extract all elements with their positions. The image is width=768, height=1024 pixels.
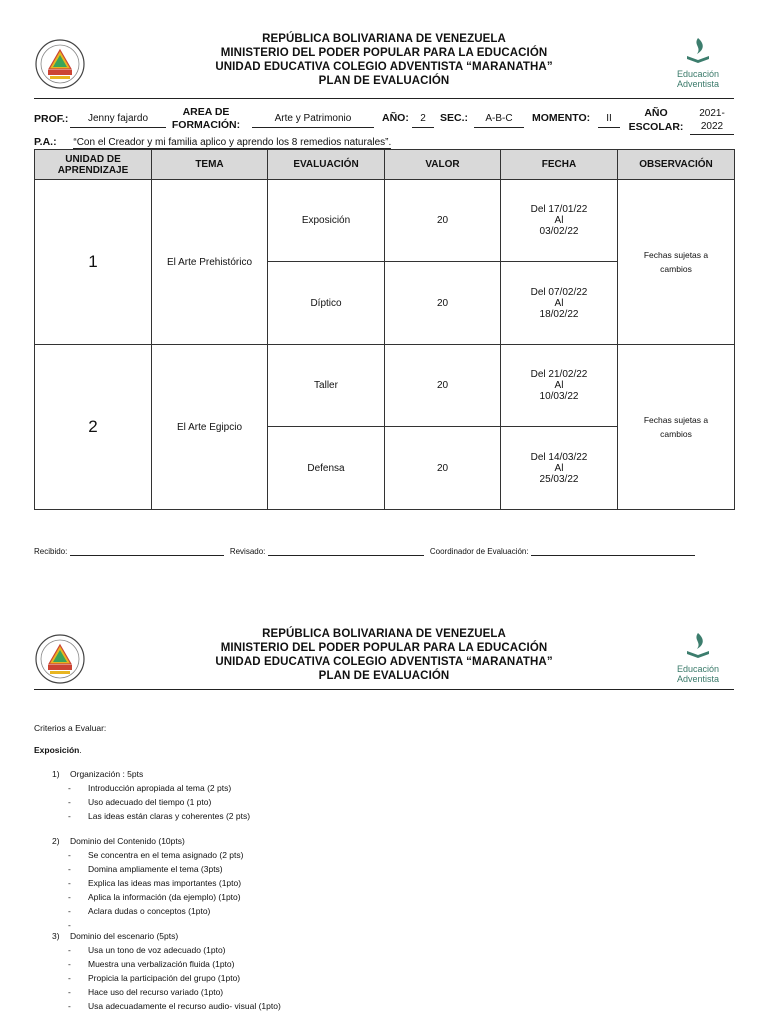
momento-value: II	[598, 113, 620, 128]
list-item: Hace uso del recurso variado (1pto)	[88, 987, 224, 997]
list-item: Aclara dudas o conceptos (1pto)	[88, 906, 211, 916]
header-divider	[34, 689, 734, 690]
table-row	[35, 345, 735, 427]
col-header-fecha: FECHA	[501, 150, 618, 180]
anio-value: 2	[412, 113, 434, 128]
evaluacion-cell: Exposición	[268, 180, 385, 262]
col-header-observacion: OBSERVACIÓN	[618, 150, 735, 180]
unit-number: 2	[35, 345, 152, 510]
prof-value: Jenny fajardo	[70, 113, 166, 128]
observacion-cell: Fechas sujetas a cambios	[618, 345, 735, 510]
sec-value: A-B-C	[474, 113, 524, 128]
logo-text-1: Educación	[676, 69, 720, 79]
group-number: 2)	[52, 836, 60, 846]
adventist-education-logo	[668, 631, 728, 689]
anio-escolar-value: 2021- 2022	[690, 107, 734, 135]
col-header-valor: VALOR	[385, 150, 501, 180]
valor-cell: 20	[385, 180, 501, 262]
evaluation-table	[34, 149, 735, 510]
page-header	[0, 32, 768, 112]
area-value: Arte y Patrimonio	[252, 113, 374, 128]
valor-cell: 20	[385, 262, 501, 345]
unit-number: 1	[35, 180, 152, 345]
table-header-row	[35, 150, 735, 180]
list-item: Muestra una verbalización fluida (1pto)	[88, 959, 235, 969]
signature-row	[34, 547, 734, 556]
fecha-cell: Del 07/02/22 Al 18/02/22	[501, 262, 618, 345]
anio-escolar-label: AÑO ESCOLAR:	[628, 107, 684, 133]
observacion-cell: Fechas sujetas a cambios	[618, 180, 735, 345]
area-label: AREA DE FORMACIÓN:	[171, 106, 241, 131]
sec-label: SEC.:	[440, 112, 469, 124]
criteria-intro: Criterios a Evaluar:	[34, 723, 107, 733]
evaluacion-cell: Defensa	[268, 427, 385, 510]
list-item: Aplica la información (da ejemplo) (1pto)	[88, 892, 241, 902]
header-line-3: UNIDAD EDUCATIVA COLEGIO ADVENTISTA “MARANATHA”	[215, 61, 553, 73]
fecha-cell: Del 21/02/22 Al 10/03/22	[501, 345, 618, 427]
recibido-label: Recibido:	[34, 547, 68, 556]
prof-label: PROF.:	[34, 113, 69, 125]
header-line-2: MINISTERIO DEL PODER POPULAR PARA LA EDUCACIÓN	[220, 47, 548, 59]
header-title-block	[150, 627, 618, 683]
header-line-4: PLAN DE EVALUACIÓN	[318, 670, 450, 682]
school-seal-icon	[34, 633, 86, 685]
valor-cell: 20	[385, 345, 501, 427]
pa-label: P.A.:	[34, 136, 57, 148]
group-title: Dominio del escenario (5pts)	[70, 931, 179, 941]
group-number: 1)	[52, 769, 60, 779]
list-item: Uso adecuado del tiempo (1 pto)	[88, 797, 212, 807]
evaluacion-cell: Taller	[268, 345, 385, 427]
list-item: Propicia la participación del grupo (1pto)	[88, 973, 241, 983]
page-header-2	[0, 627, 768, 707]
coordinador-label: Coordinador de Evaluación:	[429, 547, 529, 556]
header-line-1: REPÚBLICA BOLIVARIANA DE VENEZUELA	[262, 33, 506, 45]
list-item: Usa un tono de voz adecuado (1pto)	[88, 945, 226, 955]
revisado-label: Revisado:	[229, 547, 266, 556]
logo-text-2: Adventista	[676, 674, 720, 684]
momento-label: MOMENTO:	[532, 112, 591, 124]
anio-label: AÑO:	[382, 112, 409, 124]
list-item: Se concentra en el tema asignado (2 pts)	[88, 850, 244, 860]
group-title: Dominio del Contenido (10pts)	[70, 836, 185, 846]
pa-row	[34, 136, 391, 148]
list-item: Usa adecuadamente el recurso audio- visual (1pto)	[88, 1001, 281, 1011]
list-item: Las ideas están claras y coherentes (2 pts)	[88, 811, 251, 821]
col-header-unidad: UNIDAD DE APRENDIZAJE	[35, 150, 152, 180]
pa-value: “Con el Creador y mi familia aplico y aprendo los 8 remedios naturales”.	[73, 137, 392, 148]
flame-book-icon	[683, 631, 713, 659]
logo-text-1: Educación	[676, 664, 720, 674]
school-seal-icon	[34, 38, 86, 90]
recibido-line	[70, 547, 224, 556]
header-line-2: MINISTERIO DEL PODER POPULAR PARA LA EDUCACIÓN	[220, 642, 548, 654]
fecha-cell: Del 17/01/22 Al 03/02/22	[501, 180, 618, 262]
col-header-tema: TEMA	[152, 150, 268, 180]
header-divider	[34, 98, 734, 99]
valor-cell: 20	[385, 427, 501, 510]
fecha-cell: Del 14/03/22 Al 25/03/22	[501, 427, 618, 510]
col-header-evaluacion: EVALUACIÓN	[268, 150, 385, 180]
header-line-4: PLAN DE EVALUACIÓN	[318, 75, 450, 87]
logo-text-2: Adventista	[676, 79, 720, 89]
coordinador-line	[531, 547, 695, 556]
adventist-education-logo	[668, 36, 728, 94]
unit-tema: El Arte Egipcio	[152, 345, 268, 510]
header-title-block	[150, 32, 618, 88]
group-title: Organización : 5pts	[70, 769, 144, 779]
revisado-line	[268, 547, 424, 556]
header-line-3: UNIDAD EDUCATIVA COLEGIO ADVENTISTA “MARANATHA”	[215, 656, 553, 668]
unit-tema: El Arte Prehistórico	[152, 180, 268, 345]
table-row	[35, 180, 735, 262]
evaluacion-cell: Díptico	[268, 262, 385, 345]
flame-book-icon	[683, 36, 713, 64]
group-number: 3)	[52, 931, 60, 941]
header-line-1: REPÚBLICA BOLIVARIANA DE VENEZUELA	[262, 628, 506, 640]
criteria-section-title: Exposición.	[34, 745, 82, 755]
list-item: Introducción apropiada al tema (2 pts)	[88, 783, 232, 793]
list-item: Domina ampliamente el tema (3pts)	[88, 864, 223, 874]
list-item: Explica las ideas mas importantes (1pto)	[88, 878, 242, 888]
